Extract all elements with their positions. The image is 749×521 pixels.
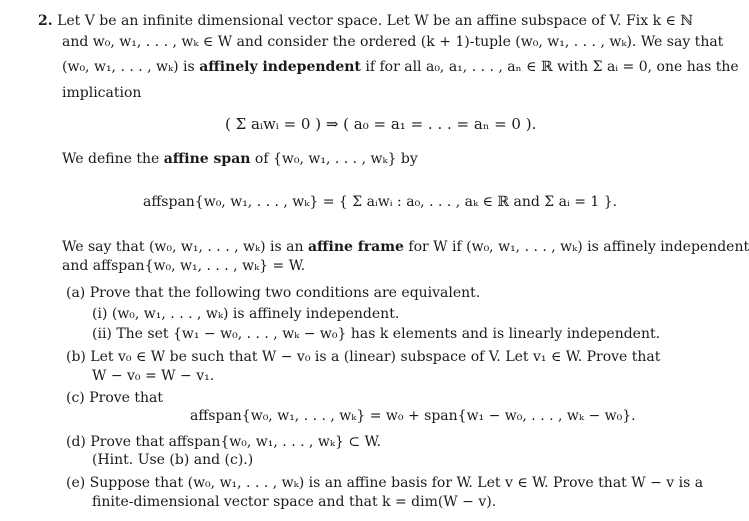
frame-post: for W if (w₀, w₁, . . . , wₖ) is affinely independent (408, 239, 749, 255)
implication-display: ( Σ aᵢwᵢ = 0 ) ⇒ ( a₀ = a₁ = . . . = aₙ = 0 ). (225, 115, 537, 133)
affine-frame-term: affine frame (307, 239, 404, 255)
part-a: (a) Prove that the following two conditions are equivalent. (66, 285, 481, 301)
frame-pre: We say that (w₀, w₁, . . . , wₖ) is an (62, 239, 304, 255)
frame-line-2: and affspan{w₀, w₁, . . . , wₖ} = W. (62, 258, 306, 274)
part-c-display: affspan{w₀, w₁, . . . , wₖ} = w₀ + span{w₁ − w₀, . . . , wₖ − w₀}. (190, 408, 636, 424)
part-a-i: (i) (w₀, w₁, . . . , wₖ) is affinely independent. (92, 306, 400, 322)
part-a-ii: (ii) The set {w₁ − w₀, . . . , wₖ − w₀} has k elements and is linearly independent. (92, 326, 661, 342)
span-def-pre: We define the (62, 151, 160, 167)
line3-post: if for all a₀, a₁, . . . , aₙ ∈ ℝ with Σ aᵢ = 0, one has the (365, 59, 739, 75)
span-definition-line (62, 150, 418, 168)
part-e-line-1: (e) Suppose that (w₀, w₁, . . . , wₖ) is an affine basis for W. Let v ∈ W. Prove that W − v is a (66, 475, 704, 491)
affinely-independent-term: affinely independent (199, 59, 361, 75)
problem-text-1: Let V be an infinite dimensional vector space. Let W be an affine subspace of V. Fix k ∈ ℕ (57, 13, 694, 29)
part-c: (c) Prove that (66, 390, 164, 406)
part-e-line-2: finite-dimensional vector space and that k = dim(W − v). (92, 494, 497, 510)
part-b-line-1: (b) Let v₀ ∈ W be such that W − v₀ is a (linear) subspace of V. Let v₁ ∈ W. Prove that (66, 349, 661, 365)
span-def-post: of {w₀, w₁, . . . , wₖ} by (254, 151, 418, 167)
frame-line-1 (62, 238, 749, 256)
problem-line-2: and w₀, w₁, . . . , wₖ ∈ W and consider the ordered (k + 1)-tuple (w₀, w₁, . . . , wₖ). We say that (62, 34, 724, 50)
problem-line-3 (62, 58, 739, 76)
part-d-hint: (Hint. Use (b) and (c).) (92, 452, 254, 468)
affine-span-term: affine span (163, 151, 251, 167)
affspan-display: affspan{w₀, w₁, . . . , wₖ} = { Σ aᵢwᵢ : a₀, . . . , aₖ ∈ ℝ and Σ aᵢ = 1 }. (143, 194, 618, 210)
line3-pre: (w₀, w₁, . . . , wₖ) is (62, 59, 195, 75)
problem-number: 2. (38, 13, 53, 29)
part-d-line-1: (d) Prove that affspan{w₀, w₁, . . . , wₖ} ⊂ W. (66, 434, 381, 450)
problem-line-4: implication (62, 85, 142, 101)
part-b-line-2: W − v₀ = W − v₁. (92, 368, 215, 384)
problem-line-1 (38, 12, 693, 30)
